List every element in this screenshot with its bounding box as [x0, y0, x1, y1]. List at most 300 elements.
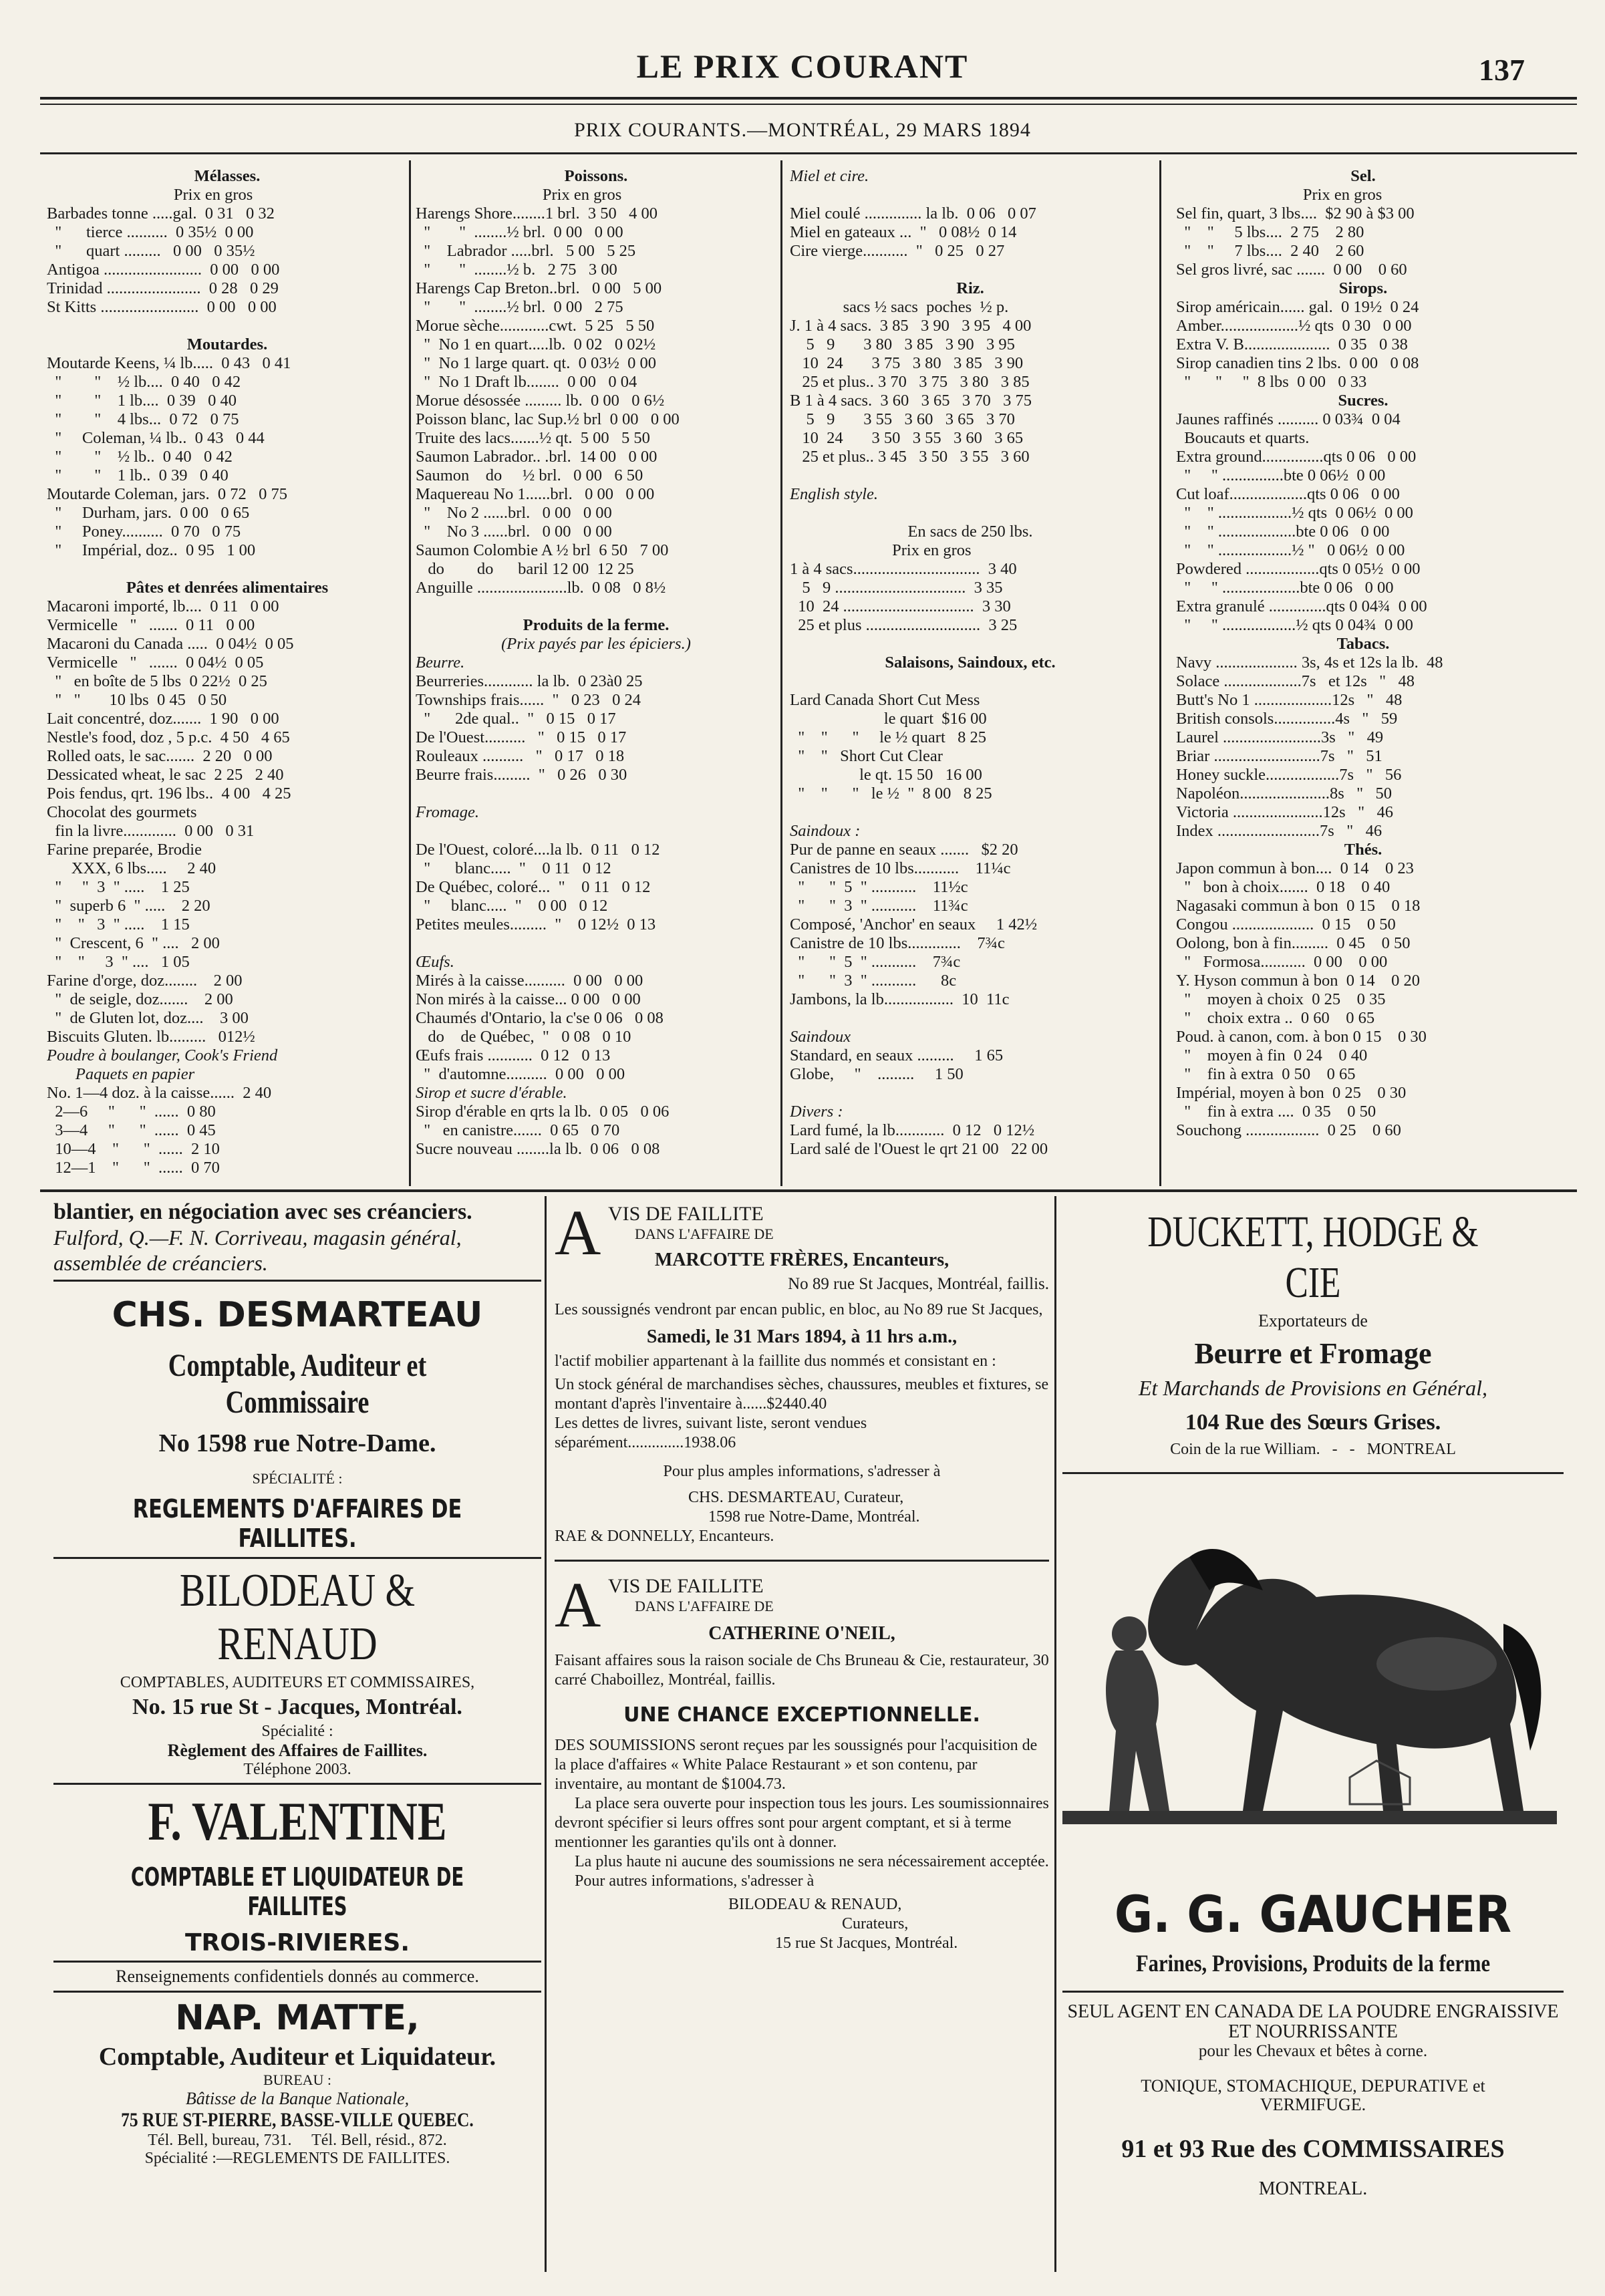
price-line: 12—1 " " ...... 0 70: [47, 1159, 220, 1177]
horse-ground: [1062, 1811, 1557, 1824]
price-list-title: PRIX COURANTS.—MONTRÉAL, 29 MARS 1894: [574, 119, 1031, 141]
price-line: " " 7 lbs.... 2 40 2 60: [1176, 242, 1364, 260]
price-line: " blanc..... " 0 00 0 12: [416, 897, 608, 915]
price-line: sacs ½ sacs poches ½ p.: [790, 298, 1009, 316]
price-line: [790, 1009, 1151, 1028]
price-line: Trinidad ....................... 0 28 0 29: [47, 279, 279, 297]
price-line: Poudre à boulanger, Cook's Friend: [47, 1046, 278, 1064]
notice-text: Fulford, Q.—F. N. Corriveau, magasin général, assemblée de créanciers.: [53, 1226, 462, 1275]
price-line: " No 1 Draft lb........ 0 00 0 04: [416, 373, 637, 391]
price-line: Sirop et sucre d'érable.: [416, 1084, 567, 1102]
section-heading: Tabacs.: [1336, 635, 1390, 653]
matte-building: Bâtisse de la Banque Nationale,: [185, 2089, 410, 2108]
price-line: " 2de qual.. " 0 15 0 17: [416, 710, 616, 728]
price-line: " Crescent, 6 " .... 2 00: [47, 934, 220, 952]
price-line: " superb 6 " ..... 2 20: [47, 897, 210, 915]
price-line: Congou .................... 0 15 0 50: [1176, 915, 1396, 934]
price-line: Miel et cire.: [790, 167, 869, 185]
price-line: Anguille ......................lb. 0 08 0 8½: [416, 579, 666, 597]
gaucher-city: MONTREAL.: [1258, 2178, 1368, 2199]
price-line: " en canistre....... 0 65 0 70: [416, 1121, 620, 1139]
price-line: Prix en gros: [1176, 186, 1382, 204]
price-line: Fromage.: [416, 803, 480, 821]
price-line: " bon à choix....... 0 18 0 40: [1176, 878, 1391, 896]
divider: [53, 1783, 541, 1785]
price-line: Farine preparée, Brodie: [47, 841, 202, 859]
price-line: " " ...............bte 0 06½ 0 00: [1176, 466, 1386, 484]
section-heading: Riz.: [956, 279, 984, 297]
price-line: 3—4 " " ...... 0 45: [47, 1121, 216, 1139]
price-line: English style.: [790, 485, 879, 503]
header-rule: [40, 97, 1577, 100]
price-line: Morue sèche............cwt. 5 25 5 50: [416, 317, 655, 335]
price-line: " " ..................½ qts 0 04¾ 0 00: [1176, 616, 1413, 634]
avis2-text: La place sera ouverte pour inspection tous les jours. Les soumissionnaires devront spécifier si leurs offres sont pour argent comptant, et si à terme mentionner les garanties qu'ils ont à donner.: [555, 1795, 1049, 1851]
groom-head: [1112, 1616, 1147, 1651]
section-heading: Produits de la ferme.: [523, 616, 670, 634]
price-line: [790, 261, 1151, 279]
section-heading: Pâtes et denrées alimentaires: [126, 579, 329, 597]
price-line: Lard salé de l'Ouest le qrt 21 00 22 00: [790, 1140, 1048, 1158]
avis1-curator: CHS. DESMARTEAU, Curateur,: [688, 1489, 904, 1506]
section-heading: Moutardes.: [186, 335, 268, 353]
price-line: Pois fendus, qrt. 196 lbs.. 4 00 4 25: [47, 784, 291, 803]
column-divider: [780, 160, 782, 1186]
matte-spec: Spécialité :—REGLEMENTS DE FAILLITES.: [144, 2150, 450, 2167]
price-line: Maquereau No 1......brl. 0 00 0 00: [416, 485, 655, 503]
price-line: Prix en gros: [416, 186, 622, 204]
duckett-goods: Beurre et Fromage: [1194, 1337, 1432, 1370]
price-line: [790, 803, 1151, 822]
price-line: " " 5 lbs.... 2 75 2 80: [1176, 223, 1364, 241]
price-line: XXX, 6 lbs..... 2 40: [47, 859, 216, 877]
bilodeau-spec-label: Spécialité :: [261, 1723, 333, 1740]
price-line: Vermicelle " ....... 0 11 0 00: [47, 616, 255, 634]
price-line: Canistres de 10 lbs........... 11¼c: [790, 859, 1011, 877]
price-line: Saindoux: [790, 1028, 851, 1046]
avis1-text: l'actif mobilier appartenant à la faillite dus nommés et consistant en :: [555, 1352, 996, 1370]
avis2-sub: DANS L'AFFAIRE DE: [635, 1598, 774, 1614]
price-line: Miel coulé .............. la lb. 0 06 0 07: [790, 204, 1036, 223]
price-line: do do baril 12 00 12 25: [416, 560, 634, 578]
price-line: Boucauts et quarts.: [1176, 429, 1310, 447]
section-heading: Thés.: [1344, 841, 1382, 859]
price-line: " " 3 " ..... 1 15: [47, 915, 190, 934]
left-ads-column: [53, 1199, 541, 2269]
price-line: Victoria ......................12s " 46: [1176, 803, 1393, 821]
divider: [1062, 1472, 1564, 1474]
price-line: Laurel ........................3s " 49: [1176, 728, 1384, 746]
price-line: [416, 784, 776, 803]
price-line: " d'automne.......... 0 00 0 00: [416, 1065, 625, 1083]
avis2-text: DES SOUMISSIONS seront reçues par les soussignés pour l'acquisition de la place d'affaires « White Palace Restaurant » et son contenu, par inventaire, au montant de $1004.73.: [555, 1737, 1038, 1793]
gaucher-title: Farines, Provisions, Produits de la ferme: [1135, 1950, 1491, 1977]
price-line: " moyen à choix 0 25 0 35: [1176, 990, 1386, 1008]
matte-name: NAP. MATTE,: [175, 1998, 420, 2038]
price-line: " Impérial, doz.. 0 95 1 00: [47, 541, 256, 559]
price-line: Divers :: [790, 1103, 843, 1121]
price-line: Miel en gateaux ... " 0 08½ 0 14: [790, 223, 1017, 241]
price-line: Beurreries............ la lb. 0 23à0 25: [416, 672, 643, 690]
price-line: " No 1 large quart. qt. 0 03½ 0 00: [416, 354, 656, 372]
duckett-sub: Exportateurs de: [1258, 1311, 1368, 1330]
bilodeau-title: COMPTABLES, AUDITEURS ET COMMISSAIRES,: [120, 1674, 475, 1691]
price-line: [416, 822, 776, 841]
matte-phone: Tél. Bell, bureau, 731. Tél. Bell, résid., 872.: [148, 2132, 447, 2149]
price-line: Index .........................7s " 46: [1176, 822, 1382, 840]
price-line: Sirop canadien tins 2 lbs. 0 00 0 08: [1176, 354, 1419, 372]
price-line: " " 1 lb.. 0 39 0 40: [47, 466, 229, 484]
price-line: St Kitts ........................ 0 00 0 00: [47, 298, 277, 316]
price-line: Non mirés à la caisse... 0 00 0 00: [416, 990, 641, 1008]
gaucher-address: 91 et 93 Rue des COMMISSAIRES: [1121, 2135, 1505, 2163]
price-column-4: [1176, 167, 1550, 1183]
specialite-label: SPÉCIALITÉ :: [252, 1470, 343, 1487]
price-line: 10 24 3 50 3 55 3 60 3 65: [790, 429, 1024, 447]
subtitle-rule: [40, 152, 1577, 154]
price-line: " quart ......... 0 00 0 35½: [47, 242, 255, 260]
price-line: Barbades tonne .....gal. 0 31 0 32: [47, 204, 275, 223]
price-line: Globe, " ......... 1 50: [790, 1065, 964, 1083]
price-line: Powdered ..................qts 0 05½ 0 00: [1176, 560, 1421, 578]
section-heading: Poissons.: [564, 167, 628, 185]
price-line: " fin à extra 0 50 0 65: [1176, 1065, 1356, 1083]
price-line: Poud. à canon, com. à bon 0 15 0 30: [1176, 1028, 1427, 1046]
price-line: B 1 à 4 sacs. 3 60 3 65 3 70 3 75: [790, 392, 1032, 410]
price-line: " No 1 en quart.....lb. 0 02 0 02½: [416, 335, 656, 353]
column-divider: [1159, 160, 1161, 1186]
price-line: " choix extra .. 0 60 0 65: [1176, 1009, 1375, 1027]
valentine-note: Renseignements confidentiels donnés au commerce.: [116, 1967, 479, 1986]
price-line: " " Short Cut Clear: [790, 747, 943, 765]
price-line: Harengs Shore........1 brl. 3 50 4 00: [416, 204, 658, 223]
price-line: Standard, en seaux ......... 1 65: [790, 1046, 1004, 1064]
price-line: 10 24 3 75 3 80 3 85 3 90: [790, 354, 1024, 372]
price-line: [790, 466, 1151, 485]
price-line: Pur de panne en seaux ....... $2 20: [790, 841, 1018, 859]
price-line: " " ...................bte 0 06 0 00: [1176, 579, 1394, 597]
price-line: do de Québec, " 0 08 0 10: [416, 1028, 631, 1046]
price-line: " " 3 " ..... 1 25: [47, 878, 190, 896]
section-heading: Sirops.: [1338, 279, 1388, 297]
section-heading: Sucres.: [1338, 392, 1389, 410]
price-line: Solace ...................7s et 12s " 48: [1176, 672, 1415, 690]
price-line: Rolled oats, le sac....... 2 20 0 00: [47, 747, 273, 765]
bilodeau-name: BILODEAU & RENAUD: [179, 1565, 416, 1670]
price-line: " " ½ lb.... 0 40 0 42: [47, 373, 241, 391]
price-line: Paquets en papier: [47, 1065, 195, 1083]
duckett-address: 104 Rue des Sœurs Grises.: [1185, 1410, 1441, 1435]
price-line: Rouleaux .......... " 0 17 0 18: [416, 747, 625, 765]
avis2-curator: 15 rue St Jacques, Montréal.: [775, 1934, 958, 1952]
price-line: Cire vierge........... " 0 25 0 27: [790, 242, 1005, 260]
price-line: British consols...............4s " 59: [1176, 710, 1398, 728]
price-line: " " ........½ brl. 0 00 2 75: [416, 298, 623, 316]
price-line: " " ........½ brl. 0 00 0 00: [416, 223, 623, 241]
price-line: Lard Canada Short Cut Mess: [790, 691, 980, 709]
price-line: 5 9 ................................ 3 35: [790, 579, 1003, 597]
drop-cap: A: [555, 1203, 601, 1268]
price-line: " " 1 lb.... 0 39 0 40: [47, 392, 237, 410]
price-line: " " 3 " ........... 8c: [790, 972, 957, 990]
price-line: Y. Hyson commun à bon 0 14 0 20: [1176, 972, 1420, 990]
price-line: " Poney.......... 0 70 0 75: [47, 523, 241, 541]
price-line: Souchong .................. 0 25 0 60: [1176, 1121, 1401, 1139]
price-line: Prix en gros: [790, 541, 972, 559]
price-line: " " 4 lbs... 0 72 0 75: [47, 410, 239, 428]
price-line: " No 3 ......brl. 0 00 0 00: [416, 523, 612, 541]
price-line: Macaroni du Canada ..... 0 04½ 0 05: [47, 635, 294, 653]
matte-title: Comptable, Auditeur et Liquidateur.: [98, 2043, 496, 2071]
price-line: Townships frais...... " 0 23 0 24: [416, 691, 641, 709]
divider: [53, 1557, 541, 1559]
bilodeau-address: No. 15 rue St - Jacques, Montréal.: [132, 1695, 462, 1719]
price-line: fin la livre............. 0 00 0 31: [47, 822, 255, 840]
price-column-3: [790, 167, 1151, 1183]
desmarteau-name: CHS. DESMARTEAU: [112, 1295, 483, 1335]
price-line: 25 et plus ............................ 3 25: [790, 616, 1018, 634]
price-line: " " ..................½ qts 0 06½ 0 00: [1176, 504, 1413, 522]
price-line: De l'Ouest.......... " 0 15 0 17: [416, 728, 627, 746]
section-rule: [40, 1189, 1577, 1192]
price-line: Amber...................½ qts 0 30 0 00: [1176, 317, 1412, 335]
price-line: Farine d'orge, doz........ 2 00: [47, 972, 243, 990]
price-line: " " 5 " ........... 11½c: [790, 878, 968, 896]
horse-highlight: [1376, 1637, 1497, 1691]
price-line: Extra V. B..................... 0 35 0 38: [1176, 335, 1408, 353]
duckett-name: DUCKETT, HODGE & CIE: [1147, 1207, 1479, 1307]
avis2-text: Pour autres informations, s'adresser à: [575, 1872, 815, 1890]
price-line: 25 et plus.. 3 70 3 75 3 80 3 85: [790, 373, 1030, 391]
price-line: Napoléon......................8s " 50: [1176, 784, 1393, 803]
price-line: [416, 934, 776, 953]
groom-figure: [1106, 1651, 1169, 1811]
price-line: Moutarde Coleman, jars. 0 72 0 75: [47, 485, 287, 503]
specialite-text: REGLEMENTS D'AFFAIRES DE FAILLITES.: [132, 1494, 462, 1553]
price-line: le qt. 15 50 16 00: [790, 766, 982, 784]
price-line: Moutarde Keens, ¼ lb..... 0 43 0 41: [47, 354, 291, 372]
price-line: [790, 635, 1151, 654]
page-number: 137: [1479, 53, 1525, 87]
price-line: " " 10 lbs 0 45 0 50: [47, 691, 227, 709]
divider: [53, 1961, 541, 1963]
avis1-address: No 89 rue St Jacques, Montréal, faillis.: [788, 1275, 1049, 1293]
divider: [1062, 1991, 1564, 1993]
notice-text: blantier, en négociation avec ses créanciers.: [53, 1199, 472, 1224]
price-line: Sel fin, quart, 3 lbs.... $2 90 à $3 00: [1176, 204, 1415, 223]
price-line: 25 et plus.. 3 45 3 50 3 55 3 60: [790, 448, 1030, 466]
price-line: Nestle's food, doz , 5 p.c. 4 50 4 65: [47, 728, 290, 746]
column-divider: [409, 160, 411, 1186]
avis2-title: VIS DE FAILLITE: [608, 1575, 764, 1597]
price-line: Chocolat des gourmets: [47, 803, 197, 821]
price-line: Œufs frais ........... 0 12 0 13: [416, 1046, 611, 1064]
price-line: Poisson blanc, lac Sup.½ brl 0 00 0 00: [416, 410, 680, 428]
price-line: Saumon Labrador.. .brl. 14 00 0 00: [416, 448, 658, 466]
price-line: " tierce .......... 0 35½ 0 00: [47, 223, 254, 241]
price-line: De Québec, coloré... " 0 11 0 12: [416, 878, 651, 896]
price-line: Sel gros livré, sac ....... 0 00 0 60: [1176, 261, 1407, 279]
desmarteau-title: Comptable, Auditeur et Commissaire: [168, 1348, 427, 1420]
price-line: Lard fumé, la lb............ 0 12 0 12½: [790, 1121, 1035, 1139]
price-line: " en boîte de 5 lbs 0 22½ 0 25: [47, 672, 267, 690]
price-line: 10—4 " " ...... 2 10: [47, 1140, 220, 1158]
price-line: Canistre de 10 lbs............. 7¾c: [790, 934, 1005, 952]
price-line: Harengs Cap Breton..brl. 0 00 5 00: [416, 279, 662, 297]
price-line: " Labrador .....brl. 5 00 5 25: [416, 242, 636, 260]
duckett-merchant: Et Marchands de Provisions en Général,: [1139, 1376, 1487, 1400]
price-line: [790, 186, 1151, 204]
price-line: Jaunes raffinés .......... 0 03¾ 0 04: [1176, 410, 1401, 428]
valentine-city: TROIS-RIVIERES.: [184, 1929, 410, 1957]
desmarteau-address: No 1598 rue Notre-Dame.: [158, 1429, 436, 1457]
price-line: En sacs de 250 lbs.: [907, 523, 1033, 541]
section-heading: Salaisons, Saindoux, etc.: [885, 654, 1056, 672]
price-line: " fin à extra .... 0 35 0 50: [1176, 1103, 1376, 1121]
avis2-curator: BILODEAU & RENAUD,: [728, 1896, 902, 1913]
price-line: " " 3 " .... 1 05: [47, 953, 190, 971]
valentine-name: F. VALENTINE: [148, 1791, 447, 1852]
price-line: Honey suckle..................7s " 56: [1176, 766, 1402, 784]
avis1-title: VIS DE FAILLITE: [608, 1203, 764, 1225]
price-line: Nagasaki commun à bon 0 15 0 18: [1176, 897, 1421, 915]
divider: [53, 1991, 541, 1993]
divider: [53, 1280, 541, 1282]
price-line: Vermicelle " ....... 0 04½ 0 05: [47, 654, 264, 672]
price-line: " " " 8 lbs 0 00 0 33: [1176, 373, 1367, 391]
price-line: 10 24 ................................ 3 30: [790, 597, 1011, 615]
column-divider: [545, 1196, 547, 2272]
header-rule-2: [40, 104, 1577, 105]
price-line: Morue désossée ......... lb. 0 00 0 6½: [416, 392, 665, 410]
price-line: " " 3 " ........... 11¾c: [790, 897, 968, 915]
price-line: Oolong, bon à fin......... 0 45 0 50: [1176, 934, 1411, 952]
matte-bureau: BUREAU :: [263, 2071, 332, 2088]
valentine-title: COMPTABLE ET LIQUIDATEUR DE FAILLITES: [130, 1862, 464, 1921]
price-line: Extra granulé ..............qts 0 04¾ 0 00: [1176, 597, 1427, 615]
price-line: Chaumés d'Ontario, la c'se 0 06 0 08: [416, 1009, 664, 1027]
price-line: Saumon do ½ brl. 0 00 6 50: [416, 466, 643, 484]
column-divider: [1054, 1196, 1056, 2272]
price-line: Macaroni importé, lb.... 0 11 0 00: [47, 597, 279, 615]
price-line: " " ½ lb.. 0 40 0 42: [47, 448, 233, 466]
price-line: " Formosa........... 0 00 0 00: [1176, 953, 1388, 971]
price-line: le quart $16 00: [790, 710, 987, 728]
price-line: " " 5 " ........... 7¾c: [790, 953, 961, 971]
price-column-2: [416, 167, 776, 1183]
price-line: " de Gluten lot, doz.... 3 00: [47, 1009, 249, 1027]
price-line: Extra ground...............qts 0 06 0 00: [1176, 448, 1417, 466]
price-line: [47, 317, 408, 335]
price-line: Dessicated wheat, le sac 2 25 2 40: [47, 766, 284, 784]
price-line: 5 9 3 80 3 85 3 90 3 95: [790, 335, 1015, 353]
price-line: " de seigle, doz....... 2 00: [47, 990, 233, 1008]
avis2-text: Faisant affaires sous la raison sociale de Chs Bruneau & Cie, restaurateur, 30 carré Chaboillez, Montréal, faillis.: [555, 1652, 1049, 1689]
price-line: " " " le ½ " 8 00 8 25: [790, 784, 992, 803]
price-line: Prix en gros: [47, 186, 253, 204]
price-line: 1 à 4 sacs............................... 3 40: [790, 560, 1017, 578]
price-line: " Durham, jars. 0 00 0 65: [47, 504, 250, 522]
price-line: Truite des lacs.......½ qt. 5 00 5 50: [416, 429, 650, 447]
price-line: " No 2 ......brl. 0 00 0 00: [416, 504, 612, 522]
avis1-date: Samedi, le 31 Mars 1894, à 11 hrs a.m.,: [646, 1326, 958, 1347]
price-line: 2—6 " " ...... 0 80: [47, 1103, 216, 1121]
price-line: (Prix payés par les épiciers.): [501, 635, 691, 653]
gaucher-tonic: TONIQUE, STOMACHIQUE, DEPURATIVE et VERMIFUGE.: [1141, 2076, 1485, 2114]
price-line: [790, 672, 1151, 691]
price-line: Briar ..........................7s " 51: [1176, 747, 1382, 765]
price-line: " moyen à fin 0 24 0 40: [1176, 1046, 1368, 1064]
price-line: [790, 504, 1151, 523]
price-line: Impérial, moyen à bon 0 25 0 30: [1176, 1084, 1407, 1102]
price-line: Petites meules......... " 0 12½ 0 13: [416, 915, 656, 934]
gaucher-name: G. G. GAUCHER: [1114, 1884, 1512, 1944]
gaucher-for: pour les Chevaux et bêtes à corne.: [1198, 2042, 1428, 2060]
price-line: " blanc..... " 0 11 0 12: [416, 859, 611, 877]
avis1-text: Pour plus amples informations, s'adresser à: [663, 1463, 941, 1480]
avis2-curator: Curateurs,: [842, 1915, 909, 1932]
avis1-sub: DANS L'AFFAIRE DE: [635, 1226, 774, 1242]
price-line: " " " le ½ quart 8 25: [790, 728, 987, 746]
horse-illustration: [1062, 1497, 1557, 1871]
avis1-auctioneer: RAE & DONNELLY, Encanteurs.: [555, 1528, 774, 1545]
price-line: Lait concentré, doz....... 1 90 0 00: [47, 710, 279, 728]
page-title: LE PRIX COURANT: [636, 47, 969, 85]
price-line: Navy .................... 3s, 4s et 12s la lb. 48: [1176, 654, 1443, 672]
gaucher-ad: [1062, 1884, 1564, 2259]
avis2-text: La plus haute ni aucune des soumissions ne sera nécessairement acceptée.: [575, 1853, 1049, 1870]
section-heading: Sel.: [1350, 167, 1376, 185]
bilodeau-spec: Règlement des Affaires de Faillites.: [167, 1741, 428, 1760]
price-line: Butt's No 1 ...................12s " 48: [1176, 691, 1403, 709]
price-line: Jambons, la lb................. 10 11c: [790, 990, 1010, 1008]
price-line: [790, 1084, 1151, 1103]
price-line: Beurre.: [416, 654, 465, 672]
middle-notices-column: [555, 1203, 1049, 2272]
avis2-name: CATHERINE O'NEIL,: [708, 1623, 895, 1644]
price-line: Saumon Colombie A ½ brl 6 50 7 00: [416, 541, 669, 559]
avis1-text: Les dettes de livres, suivant liste, seront vendues séparément..............1938.06: [555, 1415, 867, 1451]
price-line: Sirop d'érable en qrts la lb. 0 05 0 06: [416, 1103, 670, 1121]
avis1-text: Un stock général de marchandises sèches, chaussures, meubles et fixtures, se montant d'après l'inventaire à......$2440.40: [555, 1376, 1049, 1413]
price-line: Composé, 'Anchor' en seaux 1 42½: [790, 915, 1038, 934]
price-line: Saindoux :: [790, 822, 861, 840]
avis2-chance: UNE CHANCE EXCEPTIONNELLE.: [623, 1703, 980, 1727]
price-line: 5 9 3 55 3 60 3 65 3 70: [790, 410, 1015, 428]
price-line: Sucre nouveau ........la lb. 0 06 0 08: [416, 1140, 660, 1158]
price-line: Beurre frais......... " 0 26 0 30: [416, 766, 627, 784]
gaucher-agent: SEUL AGENT EN CANADA DE LA POUDRE ENGRAISSIVE ET NOURRISSANTE: [1067, 2001, 1559, 2042]
price-line: " Coleman, ¼ lb.. 0 43 0 44: [47, 429, 265, 447]
price-line: " " ...................bte 0 06 0 00: [1176, 523, 1390, 541]
price-line: Mirés à la caisse.......... 0 00 0 00: [416, 972, 643, 990]
price-line: De l'Ouest, coloré....la lb. 0 11 0 12: [416, 841, 660, 859]
matte-address: 75 RUE ST-PIERRE, BASSE-VILLE QUEBEC.: [121, 2109, 474, 2131]
section-heading: Mélasses.: [194, 167, 261, 185]
price-line: J. 1 à 4 sacs. 3 85 3 90 3 95 4 00: [790, 317, 1032, 335]
price-line: No. 1—4 doz. à la caisse...... 2 40: [47, 1084, 272, 1102]
price-line: Œufs.: [416, 953, 454, 971]
drop-cap: A: [555, 1569, 601, 1640]
avis1-curator: 1598 rue Notre-Dame, Montréal.: [708, 1508, 920, 1526]
price-line: Biscuits Gluten. lb......... 012½: [47, 1028, 255, 1046]
price-line: " " ........½ b. 2 75 3 00: [416, 261, 617, 279]
price-line: Antigoa ........................ 0 00 0 00: [47, 261, 280, 279]
price-line: [416, 597, 776, 616]
price-line: [47, 560, 408, 579]
price-line: Cut loaf...................qts 0 06 0 00: [1176, 485, 1400, 503]
price-column-1: [47, 167, 408, 1183]
